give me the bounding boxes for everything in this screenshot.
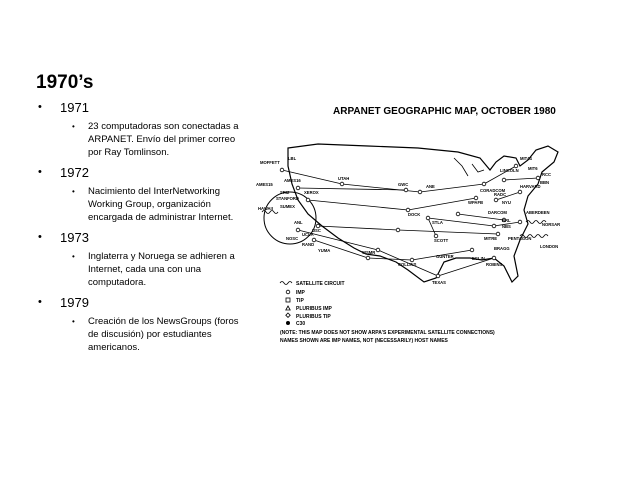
svg-text:LBL: LBL bbox=[288, 156, 297, 161]
bullet-icon: • bbox=[38, 231, 42, 243]
svg-text:UCLA: UCLA bbox=[302, 232, 314, 237]
svg-text:HAWAII: HAWAII bbox=[258, 206, 273, 211]
svg-text:SUMEX: SUMEX bbox=[280, 204, 295, 209]
svg-text:BRAGG: BRAGG bbox=[494, 246, 510, 251]
svg-text:CORADCOM: CORADCOM bbox=[480, 188, 506, 193]
svg-text:MITRE: MITRE bbox=[484, 236, 498, 241]
svg-text:NOSC: NOSC bbox=[286, 236, 299, 241]
svg-text:MIT44: MIT44 bbox=[520, 156, 532, 161]
svg-text:XEROX: XEROX bbox=[304, 190, 319, 195]
svg-text:NORSAR: NORSAR bbox=[542, 222, 561, 227]
svg-text:NYU: NYU bbox=[502, 200, 511, 205]
svg-text:BBN: BBN bbox=[540, 180, 550, 185]
legend-satellite: SATELLITE CIRCUIT bbox=[296, 281, 345, 287]
svg-text:TEXAS: TEXAS bbox=[432, 280, 446, 285]
svg-text:SRI2: SRI2 bbox=[280, 190, 290, 195]
legend-c30: C30 bbox=[296, 321, 306, 327]
svg-text:GUNTER: GUNTER bbox=[436, 254, 454, 259]
bullet-icon: • bbox=[72, 252, 75, 261]
svg-text:LINCOLN: LINCOLN bbox=[500, 168, 519, 173]
svg-text:PENTAGON: PENTAGON bbox=[508, 236, 532, 241]
node-labels bbox=[256, 156, 560, 285]
map-legend bbox=[280, 281, 495, 344]
map-note-2: NAMES SHOWN ARE IMP NAMES, NOT (NECESSARILY) HOST NAMES bbox=[280, 338, 448, 344]
bullet-icon: • bbox=[38, 101, 42, 113]
timeline-list bbox=[36, 100, 246, 360]
great-lakes bbox=[454, 158, 484, 176]
svg-text:RAND: RAND bbox=[302, 242, 315, 247]
svg-text:HARVARD: HARVARD bbox=[520, 184, 541, 189]
legend-tip: TIP bbox=[296, 298, 304, 304]
svg-text:STANFORD: STANFORD bbox=[276, 196, 299, 201]
bullet-icon: • bbox=[72, 317, 75, 326]
svg-text:YUMA: YUMA bbox=[318, 248, 331, 253]
svg-text:WPAFB: WPAFB bbox=[468, 200, 484, 205]
year-label: 1972 bbox=[60, 165, 89, 180]
map-title: ARPANET GEOGRAPHIC MAP, OCTOBER 1980 bbox=[333, 106, 556, 117]
svg-text:AMES16: AMES16 bbox=[284, 178, 301, 183]
svg-text:MIT6: MIT6 bbox=[528, 166, 538, 171]
svg-text:LONDON: LONDON bbox=[540, 244, 559, 249]
svg-text:GWC: GWC bbox=[398, 182, 409, 187]
svg-text:USC: USC bbox=[312, 228, 321, 233]
event-text: • 23 computadoras son conectadas a ARPANET. Envío del primer correo por Ray Tomlinson. bbox=[72, 121, 239, 158]
timeline-item-1973 bbox=[36, 230, 246, 289]
year-label: 1979 bbox=[60, 295, 89, 310]
svg-text:DARCOM: DARCOM bbox=[488, 210, 507, 215]
svg-text:MOFFETT: MOFFETT bbox=[260, 160, 280, 165]
bullet-icon: • bbox=[72, 122, 75, 131]
svg-text:DOCK: DOCK bbox=[408, 212, 421, 217]
map-note-1: (NOTE: THIS MAP DOES NOT SHOW ARPA'S EXPERIMENTAL SATELLITE CONNECTIONS) bbox=[280, 330, 495, 336]
timeline-item-1979 bbox=[36, 295, 246, 354]
year-label: 1971 bbox=[60, 100, 89, 115]
network-nodes bbox=[280, 164, 540, 278]
svg-text:COLLINS: COLLINS bbox=[398, 262, 417, 267]
svg-text:SCOTT: SCOTT bbox=[434, 238, 449, 243]
legend-pluribus-tip: PLURIBUS TIP bbox=[296, 314, 331, 320]
bullet-icon: • bbox=[38, 166, 42, 178]
svg-text:NBS: NBS bbox=[502, 224, 511, 229]
slide-title: 1970’s bbox=[36, 72, 94, 93]
event-text: • Nacimiento del InterNetworking Working Group, organización encargada de administrar Internet. bbox=[72, 186, 234, 223]
bullet-icon: • bbox=[38, 296, 42, 308]
bullet-icon: • bbox=[72, 187, 75, 196]
svg-text:UTAH: UTAH bbox=[338, 176, 350, 181]
legend-pluribus-imp: PLURIBUS IMP bbox=[296, 306, 332, 312]
svg-text:RCC: RCC bbox=[542, 172, 552, 177]
svg-text:WSMR: WSMR bbox=[362, 250, 376, 255]
timeline-item-1972 bbox=[36, 165, 246, 224]
year-label: 1973 bbox=[60, 230, 89, 245]
event-text: • Inglaterra y Noruega se adhieren a Internet, cada una con una computadora. bbox=[72, 251, 235, 288]
svg-text:RADC: RADC bbox=[494, 192, 507, 197]
svg-text:ROBINS: ROBINS bbox=[486, 262, 503, 267]
svg-text:ABERDEEN: ABERDEEN bbox=[526, 210, 550, 215]
timeline-item-1971 bbox=[36, 100, 246, 159]
svg-text:STLA: STLA bbox=[432, 220, 443, 225]
svg-text:AMES15: AMES15 bbox=[256, 182, 273, 187]
svg-text:ANE: ANE bbox=[426, 184, 435, 189]
legend-imp: IMP bbox=[296, 290, 305, 296]
svg-text:EGLIN: EGLIN bbox=[472, 256, 485, 261]
event-text: • Creación de los NewsGroups (foros de discusión) por estudiantes americanos. bbox=[72, 316, 239, 353]
svg-text:BRL: BRL bbox=[502, 218, 511, 223]
arpanet-map bbox=[258, 100, 578, 350]
svg-text:ANL: ANL bbox=[294, 220, 303, 225]
